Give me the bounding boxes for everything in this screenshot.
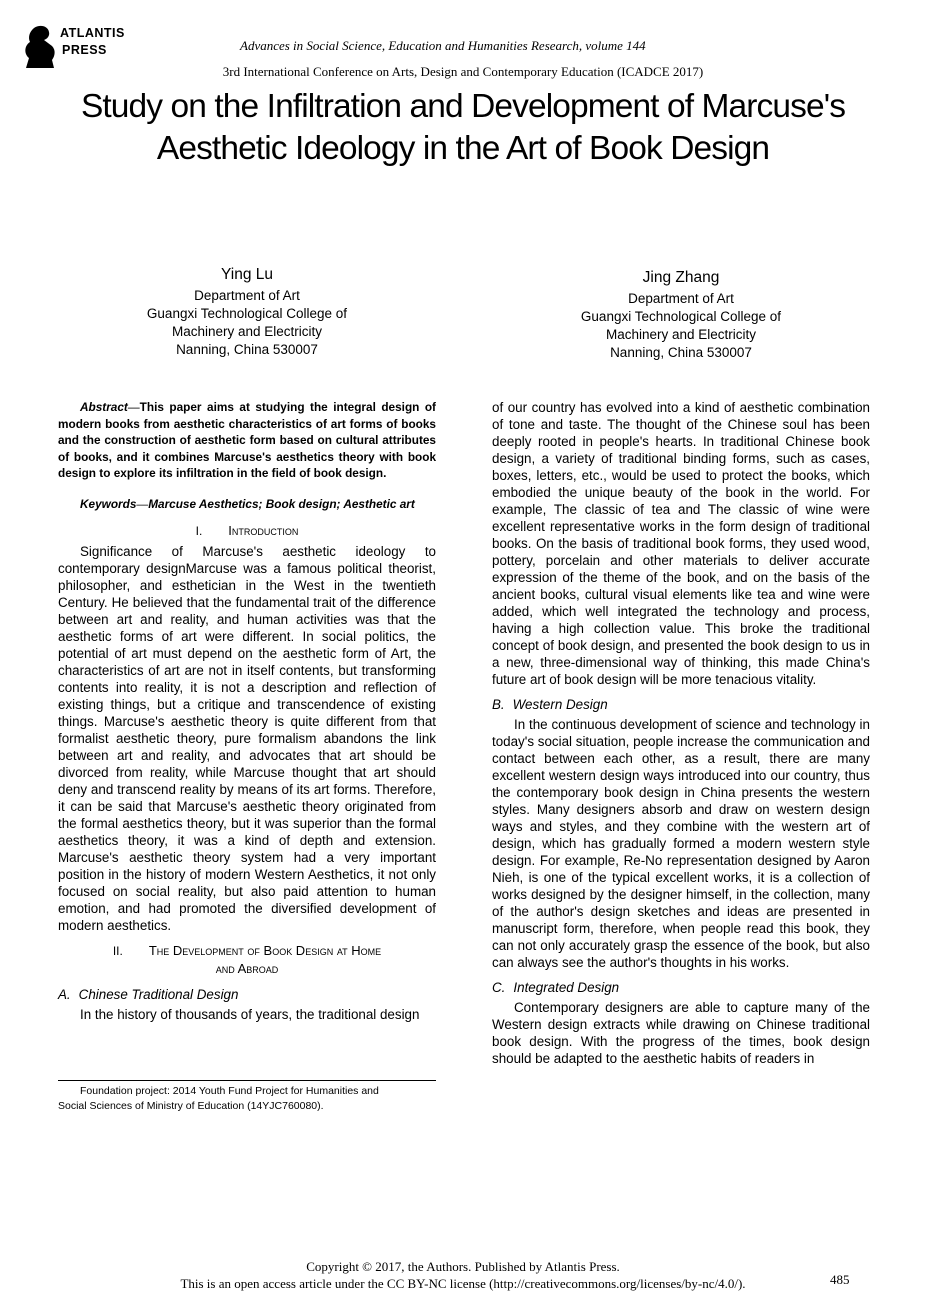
author-institution: Guangxi Technological College of Machinery and Electricity — [580, 309, 782, 342]
section-number: II. — [112, 943, 123, 958]
subsection-label: B. — [492, 697, 505, 712]
paper-title: Study on the Infiltration and Development of Marcuse's Aesthetic Ideology in the Art of Book Design — [80, 88, 846, 167]
abstract — [58, 399, 436, 482]
right-column — [492, 399, 870, 1067]
section-title-line2: and Abroad — [215, 960, 279, 976]
copyright-notice — [0, 1258, 926, 1292]
footnote-rule — [58, 1080, 436, 1081]
author-location: Nanning, China 530007 — [610, 345, 752, 360]
section-heading-development — [58, 942, 436, 978]
abstract-text: This paper aims at studying the integral design of modern books from aesthetic characteristics of art forms of books and the construction of aesthetic form based on cultural attributes of books, and it combines Marcuse's aesthetics theory with book design to explore its infiltration in the field of book design. — [58, 400, 436, 480]
abstract-label: Abstract — [80, 400, 128, 414]
keywords — [58, 496, 436, 512]
footnote-line: Foundation project: 2014 Youth Fund Project for Humanities and — [80, 1085, 379, 1097]
section-number: I. — [195, 523, 203, 538]
author-department: Department of Art — [628, 291, 734, 306]
abstract-dash: — — [127, 400, 140, 414]
left-column — [58, 399, 436, 1023]
journal-line: Advances in Social Science, Education and Humanities Research, volume 144 — [240, 38, 646, 53]
subsection-label: C. — [492, 980, 506, 995]
author-name: Ying Lu — [221, 266, 273, 283]
author-department: Department of Art — [194, 288, 300, 303]
keywords-dash: — — [136, 496, 149, 511]
subsection-heading-chinese-traditional-design — [58, 986, 436, 1003]
conference-line: 3rd International Conference on Arts, Design and Contemporary Education (ICADCE 2017) — [222, 64, 704, 79]
subsection-title: Chinese Traditional Design — [78, 986, 239, 1002]
subsection-heading-western-design — [492, 696, 870, 713]
section-title: Introduction — [228, 522, 299, 538]
author-location: Nanning, China 530007 — [176, 342, 318, 357]
subsection-label: A. — [58, 986, 71, 1002]
copyright-line: Copyright © 2017, the Authors. Published by Atlantis Press. — [306, 1259, 620, 1274]
section-title-line1: The Development of Book Design at Home — [148, 942, 382, 958]
keywords-text: Marcuse Aesthetics; Book design; Aesthetic art — [148, 496, 415, 511]
page-number: 485 — [830, 1272, 850, 1287]
logo-wordmark — [60, 25, 125, 59]
integrated-design-paragraph: Contemporary designers are able to capture many of the Western design extracts while drawing on Chinese traditional book design. With the progress of the times, book design should be adapted to the aesthetic habits of readers in — [492, 1000, 870, 1066]
license-line: This is an open access article under the CC BY-NC license (http://creativecommons.org/licenses/by-nc/4.0/). — [180, 1276, 746, 1291]
author-block — [47, 266, 447, 359]
chinese-design-paragraph-continued: of our country has evolved into a kind of aesthetic combination of tone and taste. The thought of the Chinese soul has been deeply rooted in people's hearts. In traditional Chinese book design, a variety of traditional binding forms, such as cases, boxes, letters, etc., would be used to protect the books, which embodied the unique beauty of the book in the world. For example, The classic of tea and The classic of wine were excellent representative works in the form design of traditional books. On the basis of traditional book forms, they used wood, pottery, porcelain and other materials to deliver accurate expression of the theme of the book, and on the basis of the ancient books, cultural visual elements like tea and wine were added, which well integrated the technology and process, having a high collection value. This broke the traditional concept of book design, and presented the book design to us in a new, three-dimensional way of thinking, this made China's future art of book design will be more tenacious vitality. — [492, 400, 870, 687]
subsection-heading-integrated-design — [492, 979, 870, 996]
western-design-paragraph: In the continuous development of science and technology in today's social situation, people increase the communication and contact between each other, as a result, there are many excellent western design ways introduced into our country, thus the contemporary book design in China presents the western styles. Many designers absorb and draw on western design ways and styles, and they combine with the western art of design, which has gradually formed a modern western style design. For example, Re-No representation designed by Aaron Nieh, is one of the typical excellent works, it is a collection of works designed by the designer himself, in the collection, many of the author's design sketches and ideas are presented in manuscript form, therefore, when people read this book, they can not only accurately grasp the essence of the book, but also can always see the author's thoughts in his works. — [492, 717, 870, 970]
footnote — [58, 1084, 436, 1113]
author-block — [481, 269, 881, 362]
keywords-label: Keywords — [80, 496, 137, 511]
logo-word-atlantis: ATLANTIS — [60, 26, 125, 40]
logo-word-press: PRESS — [62, 43, 107, 57]
chinese-design-paragraph-start: In the history of thousands of years, the traditional design — [80, 1006, 420, 1022]
footnote-line: Social Sciences of Ministry of Education (14YJC760080). — [58, 1099, 324, 1112]
subsection-title: Integrated Design — [513, 980, 620, 995]
introduction-paragraph: Significance of Marcuse's aesthetic ideology to contemporary designMarcuse was a famous political theorist, philosopher, and esthetician in the West in the twentieth Century. He believed that the fundamental trait of the difference between art and reality, and human activities was that the aesthetic forms of art were different. In social politics, the potential of art must depend on the aesthetic form of Art, the characteristics of art are not in itself contents, but transforming contents into reality, it is not a description and reflection of existing things, but a critique and transcendence of existing things. Marcuse's aesthetic theory is quite different from that formalist aesthetic theory, pure formalism abandons the link between art and reality, and advocates that art should be divorced from reality, while Marcuse thought that art should deny and transcend reality by means of its art forms. Therefore, it can be said that Marcuse's aesthetic theory originated from the formal aesthetics theory, but it was superior than the formal aesthetics theory, it was a kind of depth and extension. Marcuse's aesthetic theory system had a very important position in the history of modern Western Aesthetics, it not only focused on social reality, but also paid attention to human emotion, and had promoted the diversified development of modern aesthetics. — [58, 543, 436, 933]
section-heading-introduction — [58, 522, 436, 540]
author-institution: Guangxi Technological College of Machinery and Electricity — [146, 306, 348, 339]
subsection-title: Western Design — [512, 697, 608, 712]
author-name: Jing Zhang — [642, 269, 720, 286]
